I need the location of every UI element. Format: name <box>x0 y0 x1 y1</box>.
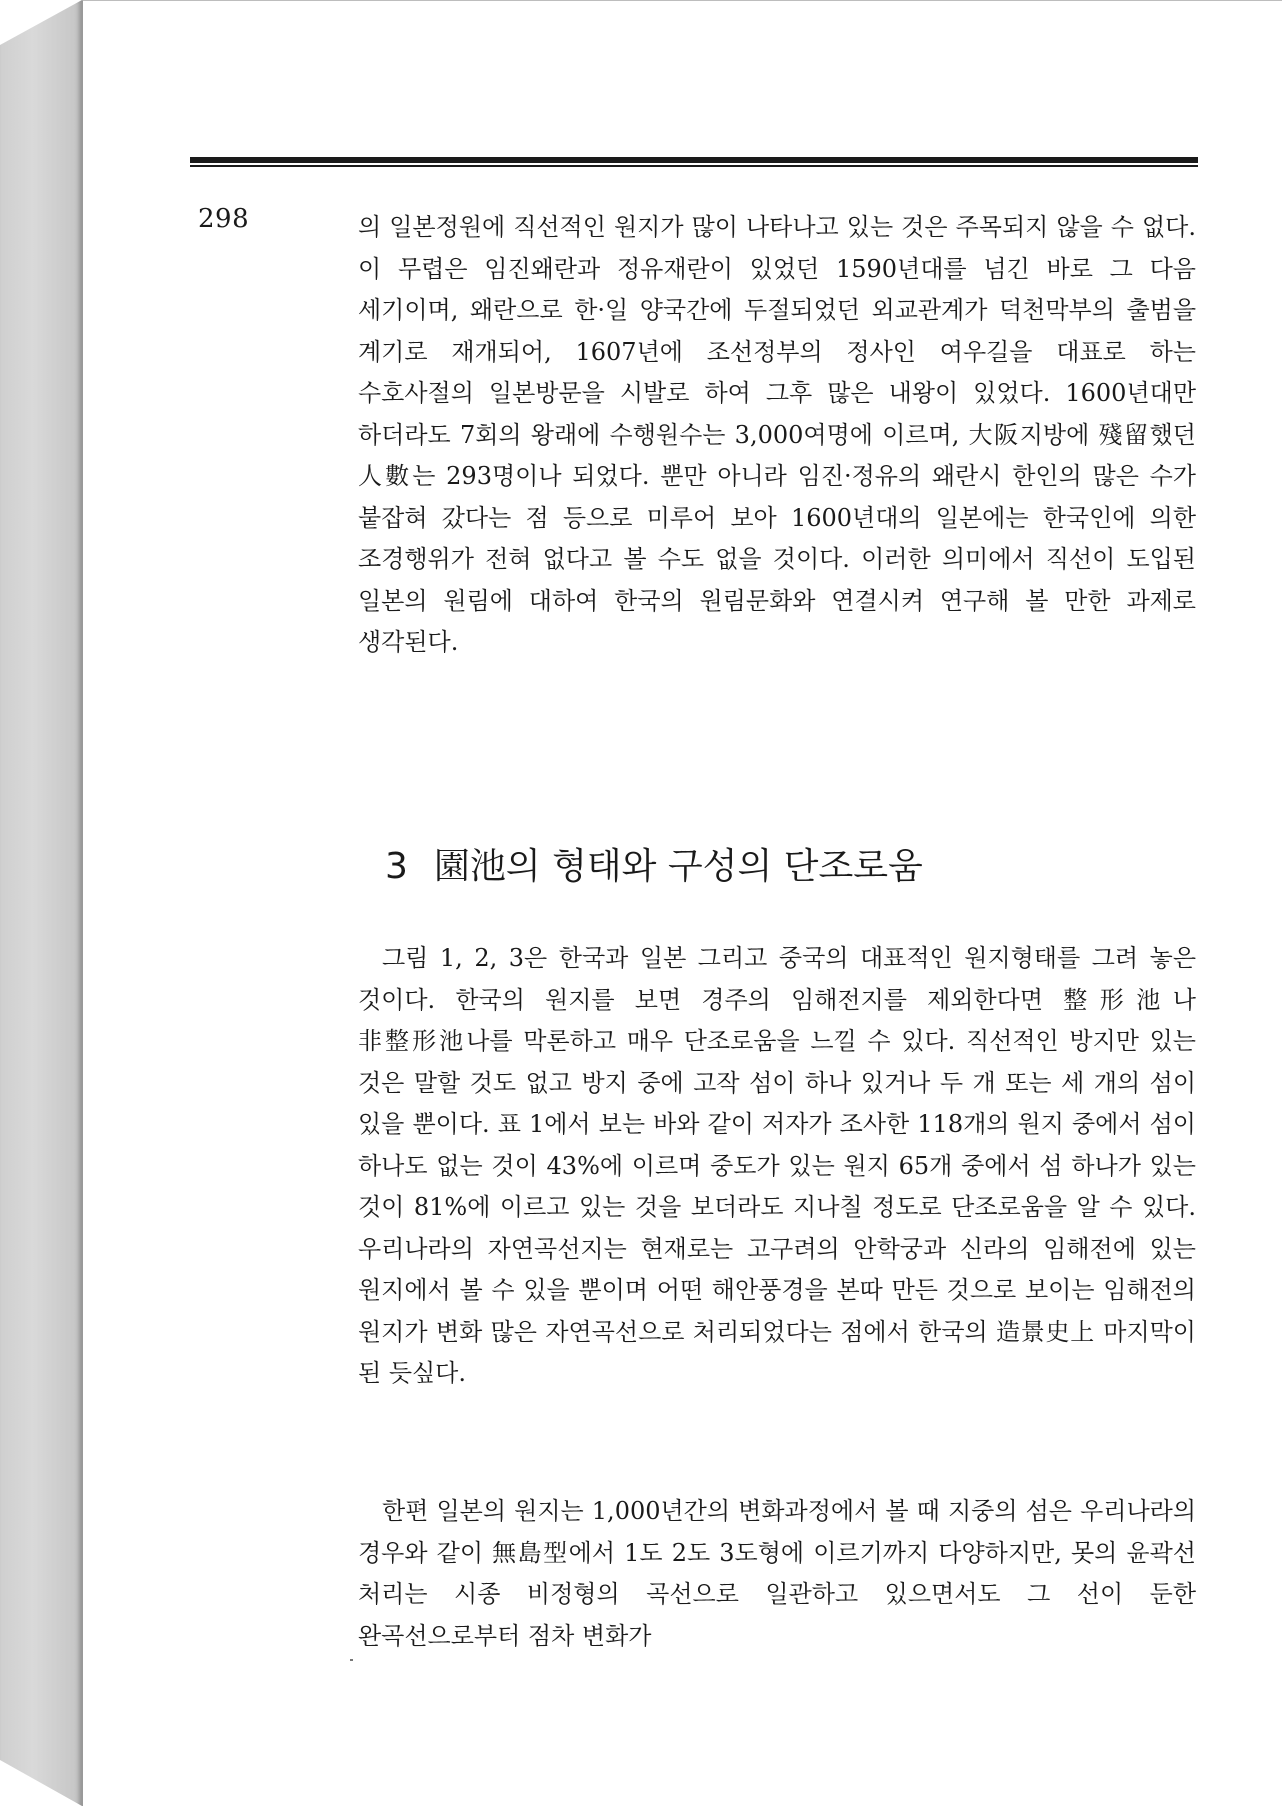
section-heading <box>385 845 923 889</box>
header-rule-thin <box>190 165 1198 167</box>
scan-speck <box>350 1659 353 1661</box>
section-title: 園池의 형태와 구성의 단조로움 <box>433 846 923 887</box>
section-number: 3 <box>385 846 408 887</box>
book-page-stack-shadow <box>0 0 82 1806</box>
paragraph-japan-ponds <box>358 1491 1196 1657</box>
book-page <box>82 0 1282 1806</box>
paragraph-continued <box>358 207 1196 664</box>
paragraph-figures <box>358 938 1196 1395</box>
paragraph-text: 의 일본정원에 직선적인 원지가 많이 나타나고 있는 것은 주목되지 않을 수 없다. 이 무렵은 임진왜란과 정유재란이 있었던 1590년대를 넘긴 바로 그 다음 세기이며, 왜란으로 한·일 양국간에 두절되었던 외교관계가 덕천막부의 출범을 계기로 재개되어, 1607년에 조선정부의 정사인 여우길을 대표로 하는 수호사절의 일본방문을 시발로 하여 그후 많은 내왕이 있었다. 1600년대만 하더라도 7회의 왕래에 수행원수는 3,000여명에 이르며, 大阪지방에 殘留했던 人數는 293명이나 되었다. 뿐만 아니라 임진·정유의 왜란시 한인의 많은 수가 붙잡혀 갔다는 점 등으로 미루어 보아 1600년대의 일본에는 한국인에 의한 조경행위가 전혀 없다고 볼 수도 없을 것이다. 이러한 의미에서 직선이 도입된 일본의 원림에 대하여 한국의 원림문화와 연결시켜 연구해 볼 만한 과제로 생각된다. <box>358 213 1196 656</box>
paragraph-text: 그림 1, 2, 3은 한국과 일본 그리고 중국의 대표적인 원지형태를 그려 놓은 것이다. 한국의 원지를 보면 경주의 임해전지를 제외한다면 整形池나 非整形池나를 막론하고 매우 단조로움을 느낄 수 있다. 직선적인 방지만 있는 것은 말할 것도 없고 방지 중에 고작 섬이 하나 있거나 두 개 또는 세 개의 섬이 있을 뿐이다. 표 1에서 보는 바와 같이 저자가 조사한 118개의 원지 중에서 섬이 하나도 없는 것이 43%에 이르며 중도가 있는 원지 65개 중에서 섬 하나가 있는 것이 81%에 이르고 있는 것을 보더라도 지나칠 정도로 단조로움을 알 수 있다. 우리나라의 자연곡선지는 현재로는 고구려의 안학궁과 신라의 임해전에 있는 원지에서 볼 수 있을 뿐이며 어떤 해안풍경을 본따 만든 것으로 보이는 임해전의 원지가 변화 많은 자연곡선으로 처리되었다는 점에서 한국의 造景史上 마지막이 된 듯싶다. <box>358 944 1196 1387</box>
header-rule-thick <box>190 157 1198 163</box>
page-number: 298 <box>198 204 250 234</box>
paragraph-text: 한편 일본의 원지는 1,000년간의 변화과정에서 볼 때 지중의 섬은 우리나라의 경우와 같이 無島型에서 1도 2도 3도형에 이르기까지 다양하지만, 못의 윤곽선 처리는 시종 비정형의 곡선으로 일관하고 있으면서도 그 선이 둔한 완곡선으로부터 점차 변화가 <box>358 1497 1196 1650</box>
